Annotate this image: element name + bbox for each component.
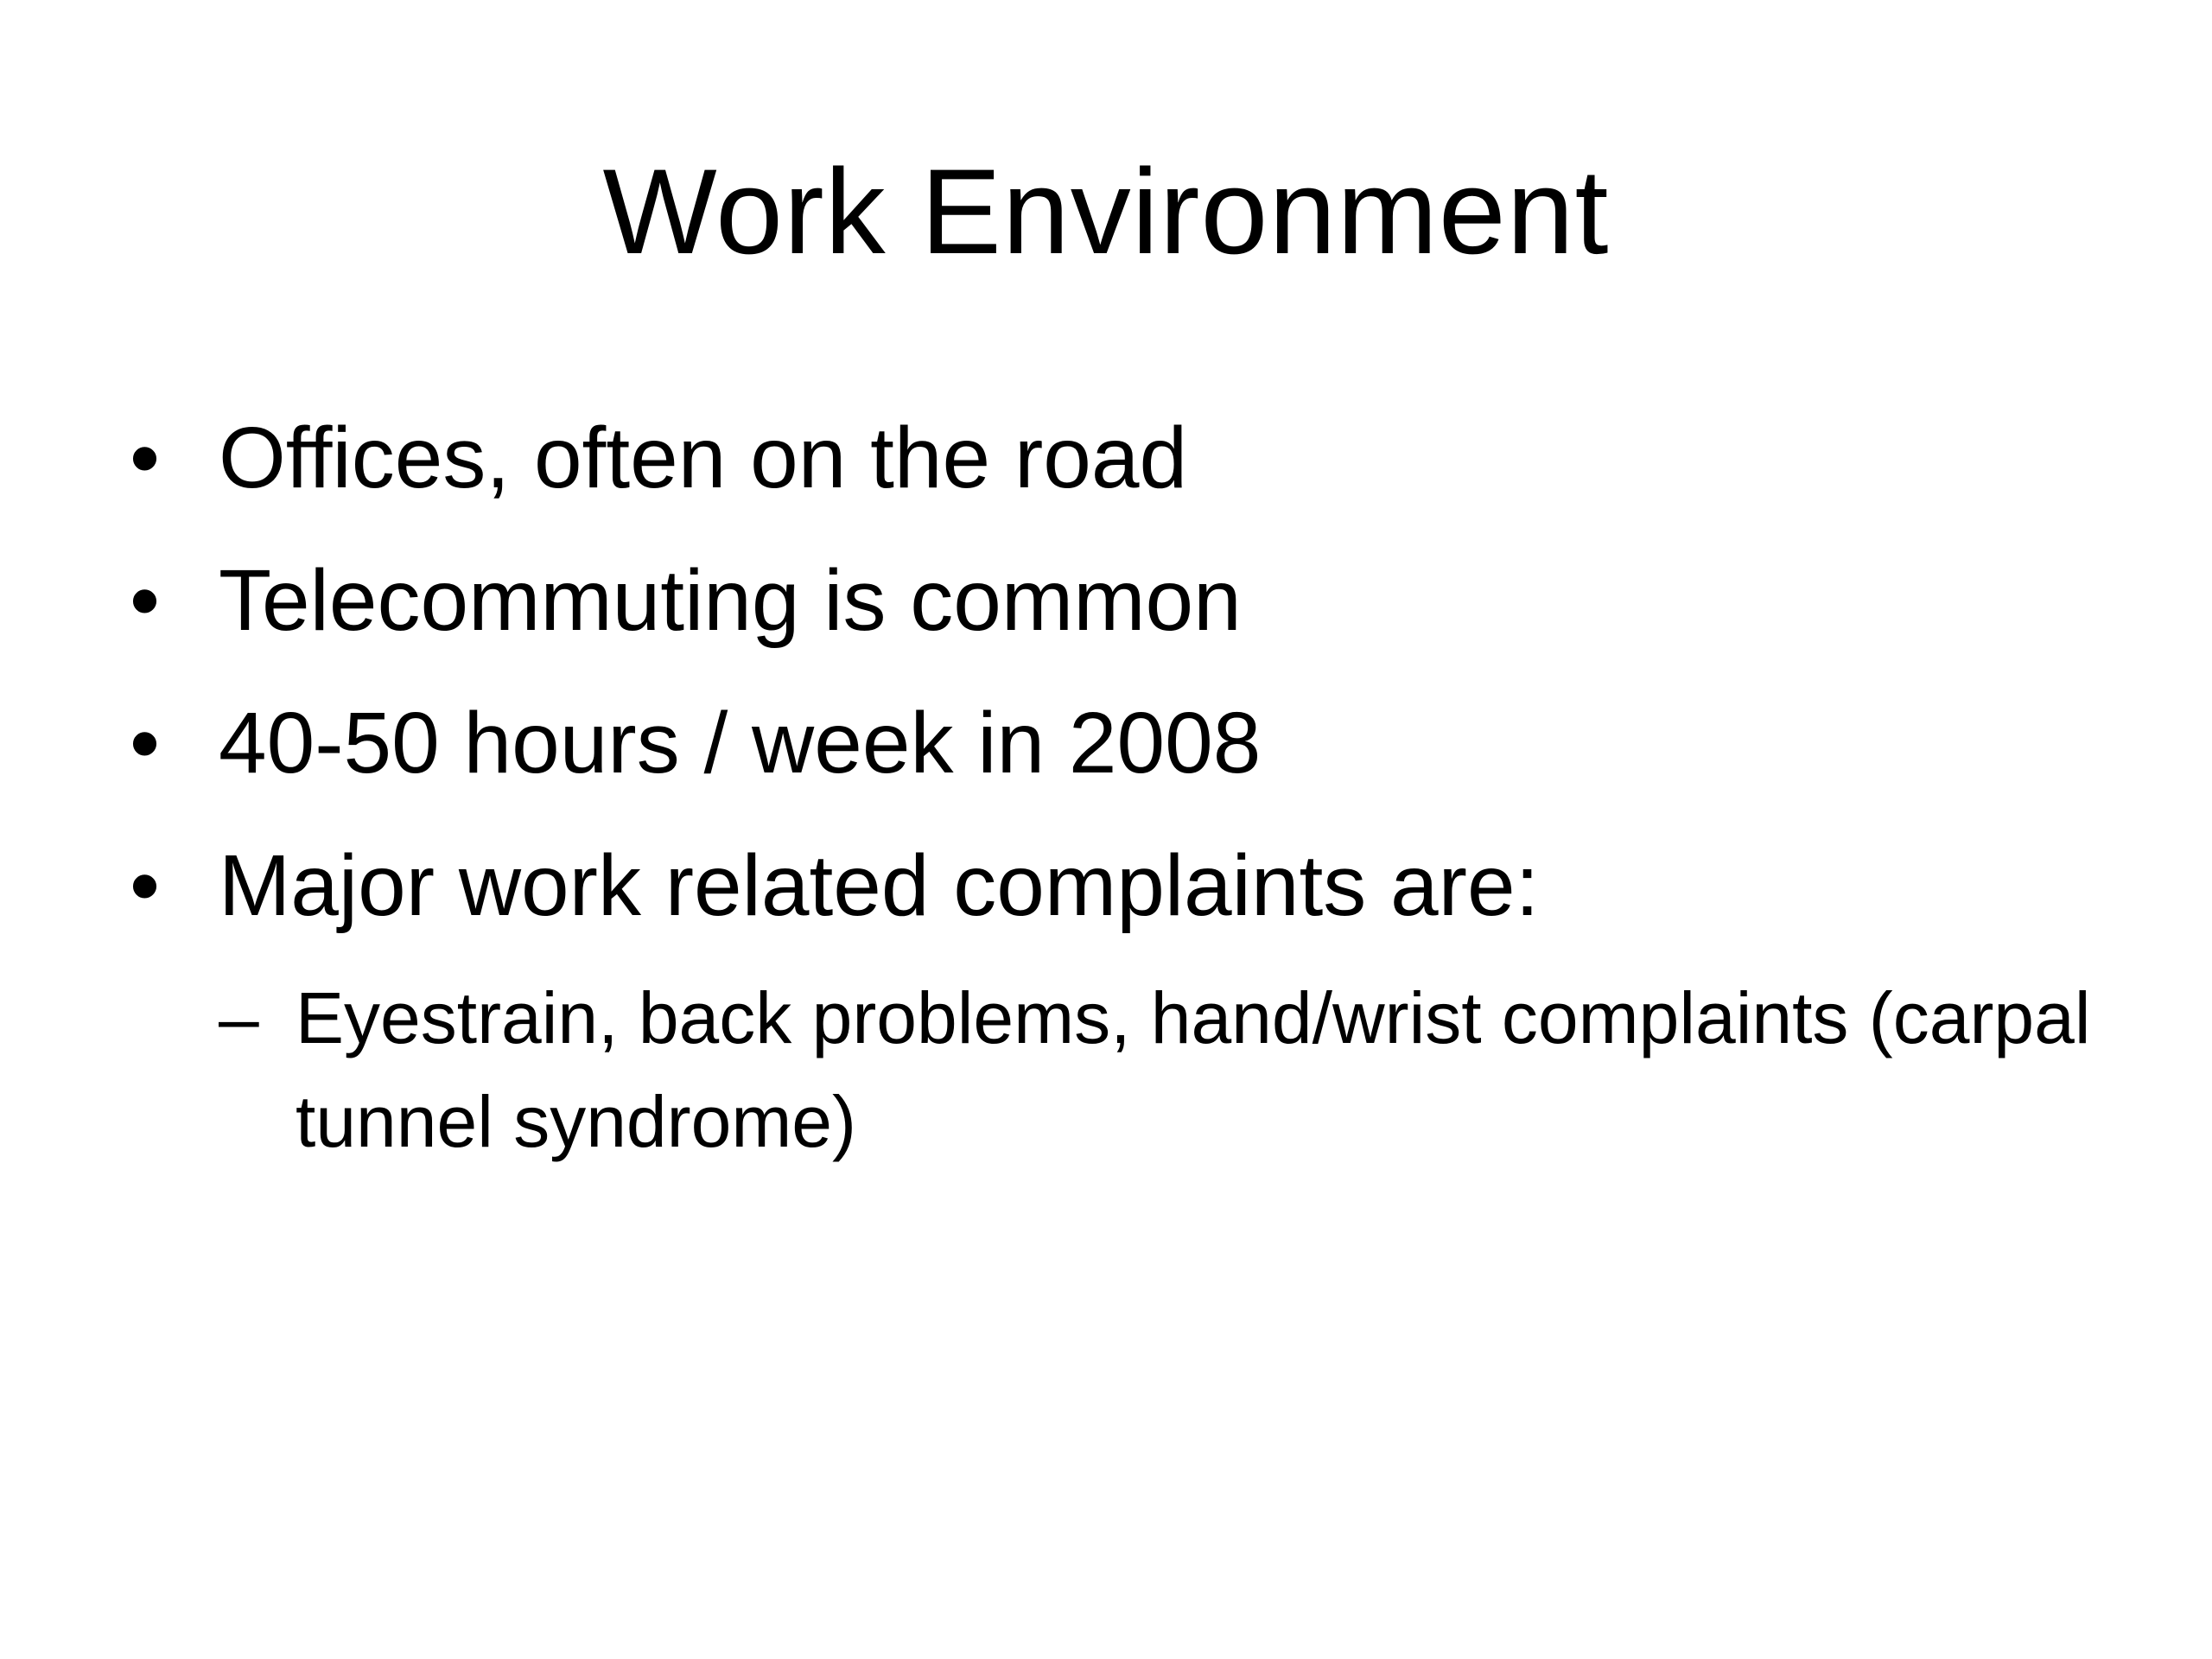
bullet-dot-icon: • — [130, 552, 161, 649]
bullet-dot-icon: • — [130, 837, 161, 934]
bullet-dot-icon: • — [130, 410, 161, 506]
bullet-item — [130, 402, 2117, 514]
sub-bullet-text: Eyestrain, back problems, hand/wrist complaints (carpal tunnel syndrome) — [296, 977, 2091, 1162]
bullet-dot-icon: • — [130, 695, 161, 791]
dash-icon: – — [219, 977, 259, 1058]
bullet-list — [130, 402, 2117, 972]
bullet-item — [130, 544, 2117, 657]
sub-bullet-list — [219, 966, 2120, 1173]
bullet-text: 40-50 hours / week in 2008 — [219, 695, 1262, 791]
bullet-text: Offices, often on the road — [219, 410, 1188, 506]
bullet-item — [130, 830, 2117, 942]
bullet-text: Major work related complaints are: — [219, 837, 1540, 934]
slide-title: Work Environment — [602, 143, 1610, 279]
sub-bullet-item — [219, 966, 2120, 1173]
bullet-item — [130, 687, 2117, 799]
bullet-text: Telecommuting is common — [219, 552, 1242, 649]
